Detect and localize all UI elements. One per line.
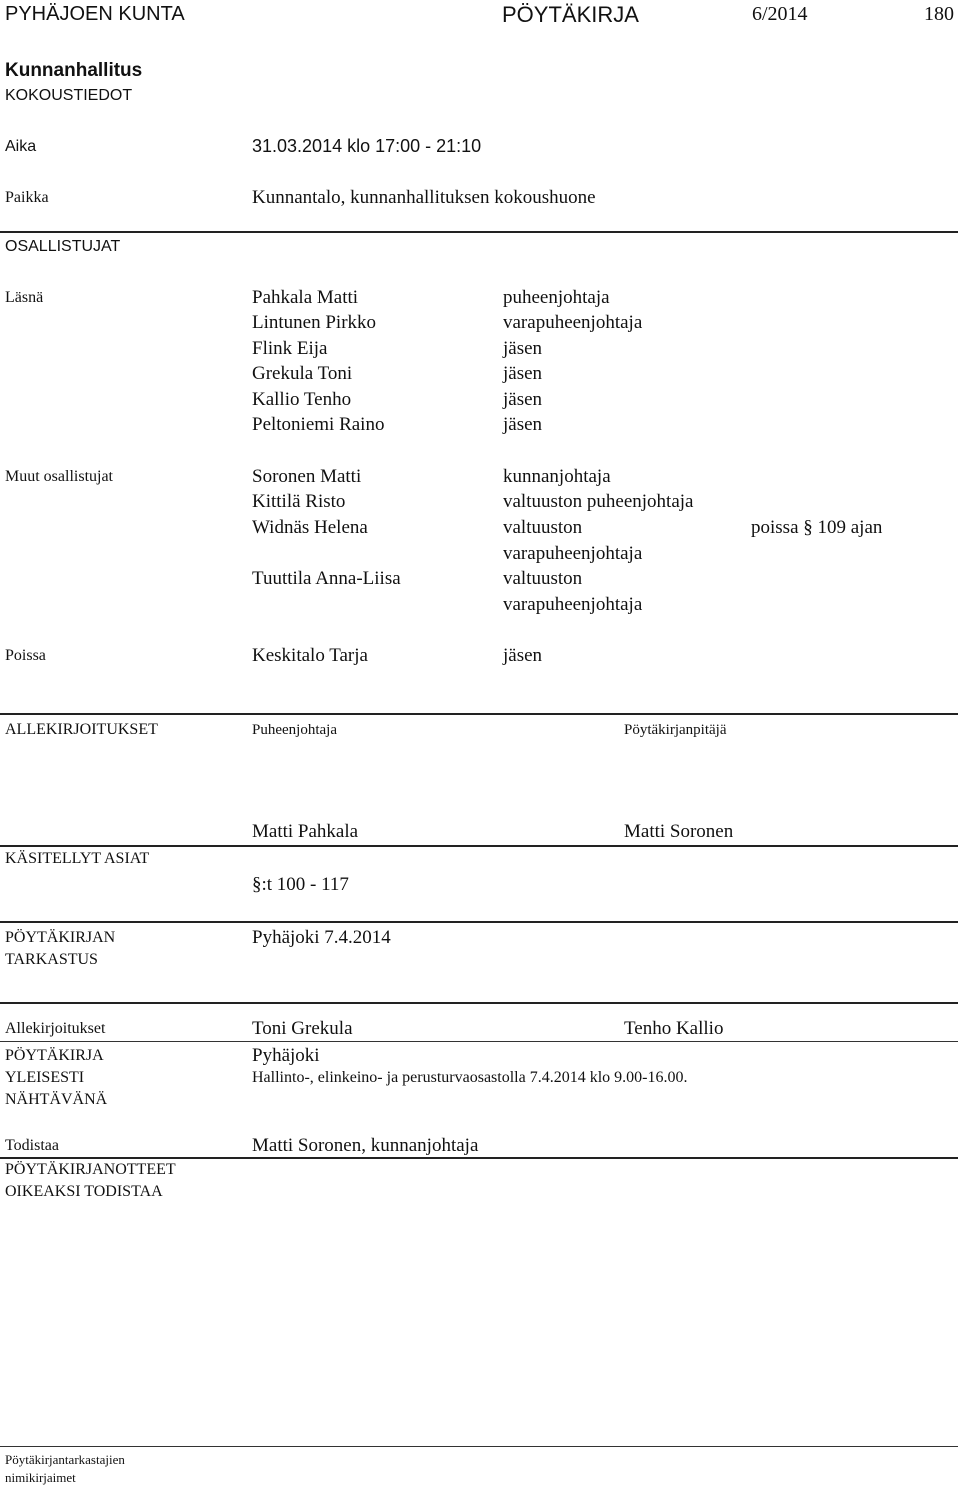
chair-name: Matti Pahkala [252, 821, 359, 842]
time-value: 31.03.2014 klo 17:00 - 21:10 [252, 136, 482, 156]
present-role: puheenjohtaja [503, 287, 610, 308]
section-title: KOKOUSTIEDOT [5, 87, 133, 104]
divider [0, 1041, 958, 1042]
divider [0, 845, 958, 847]
present-role: jäsen [503, 338, 543, 359]
present-name: Flink Eija [252, 338, 328, 359]
signatures-label: ALLEKIRJOITUKSET [5, 721, 158, 738]
page-number: 180 [924, 3, 954, 25]
others-label: Muut osallistujat [5, 468, 113, 485]
present-role: jäsen [503, 363, 543, 384]
place-value: Kunnantalo, kunnanhallituksen kokoushuone [252, 187, 596, 208]
other-name: Widnäs Helena [252, 517, 368, 538]
items-label: KÄSITELLYT ASIAT [5, 850, 150, 867]
present-name: Lintunen Pirkko [252, 312, 377, 333]
present-label: Läsnä [5, 289, 44, 306]
present-role: varapuheenjohtaja [503, 312, 643, 333]
divider [0, 713, 958, 715]
footer-label: Pöytäkirjantarkastajien [5, 1452, 125, 1467]
reviewer-name: Toni Grekula [252, 1018, 353, 1039]
public-display-place: Pyhäjoki [252, 1045, 320, 1066]
other-name: Soronen Matti [252, 466, 362, 487]
secretary-title: Pöytäkirjanpitäjä [624, 722, 727, 738]
issue-number: 6/2014 [752, 3, 808, 25]
place-label: Paikka [5, 189, 49, 206]
present-name: Pahkala Matti [252, 287, 359, 308]
public-display-detail: Hallinto-, elinkeino- ja perusturvaosastolla 7.4.2014 klo 9.00-16.00. [252, 1069, 688, 1086]
body-name: Kunnanhallitus [5, 60, 143, 81]
extracts-label-continued: OIKEAKSI TODISTAA [5, 1183, 163, 1200]
other-name: Kittilä Risto [252, 491, 346, 512]
absent-name: Keskitalo Tarja [252, 645, 368, 666]
chair-title: Puheenjohtaja [252, 722, 337, 738]
other-name: Tuuttila Anna-Liisa [252, 568, 401, 589]
footer-label-continued: nimikirjaimet [5, 1470, 76, 1485]
divider [0, 921, 958, 923]
other-role-continued: varapuheenjohtaja [503, 543, 643, 564]
footer-divider [0, 1446, 958, 1447]
review-label-continued: TARKASTUS [5, 951, 98, 968]
public-display-label-continued: NÄHTÄVÄNÄ [5, 1091, 108, 1108]
review-value: Pyhäjoki 7.4.2014 [252, 927, 391, 948]
extracts-label: PÖYTÄKIRJANOTTEET [5, 1161, 176, 1178]
participants-heading: OSALLISTUJAT [5, 238, 121, 255]
present-role: jäsen [503, 414, 543, 435]
public-display-label-continued: YLEISESTI [5, 1069, 85, 1086]
attendance-note: poissa § 109 ajan [751, 517, 883, 538]
time-label: Aika [5, 138, 37, 155]
certification-value: Matti Soronen, kunnanjohtaja [252, 1135, 479, 1156]
divider [0, 231, 958, 233]
review-label: PÖYTÄKIRJAN [5, 929, 116, 946]
other-role-continued: varapuheenjohtaja [503, 594, 643, 615]
document-type: PÖYTÄKIRJA [502, 2, 639, 27]
other-role: kunnanjohtaja [503, 466, 611, 487]
divider [0, 1002, 958, 1004]
other-role: valtuuston puheenjohtaja [503, 491, 694, 512]
absent-label: Poissa [5, 647, 46, 664]
other-role: valtuuston [503, 517, 583, 538]
secretary-name: Matti Soronen [624, 821, 734, 842]
present-name: Kallio Tenho [252, 389, 352, 410]
items-value: §:t 100 - 117 [252, 874, 349, 895]
present-role: jäsen [503, 389, 543, 410]
certification-label: Todistaa [5, 1137, 59, 1154]
public-display-label: PÖYTÄKIRJA [5, 1047, 104, 1064]
divider [0, 1157, 958, 1159]
other-role: valtuuston [503, 568, 583, 589]
reviewer-name: Tenho Kallio [624, 1018, 724, 1039]
reviewers-label: Allekirjoitukset [5, 1020, 106, 1037]
absent-role: jäsen [503, 645, 543, 666]
present-name: Grekula Toni [252, 363, 353, 384]
present-name: Peltoniemi Raino [252, 414, 385, 435]
municipality-name: PYHÄJOEN KUNTA [5, 3, 185, 25]
